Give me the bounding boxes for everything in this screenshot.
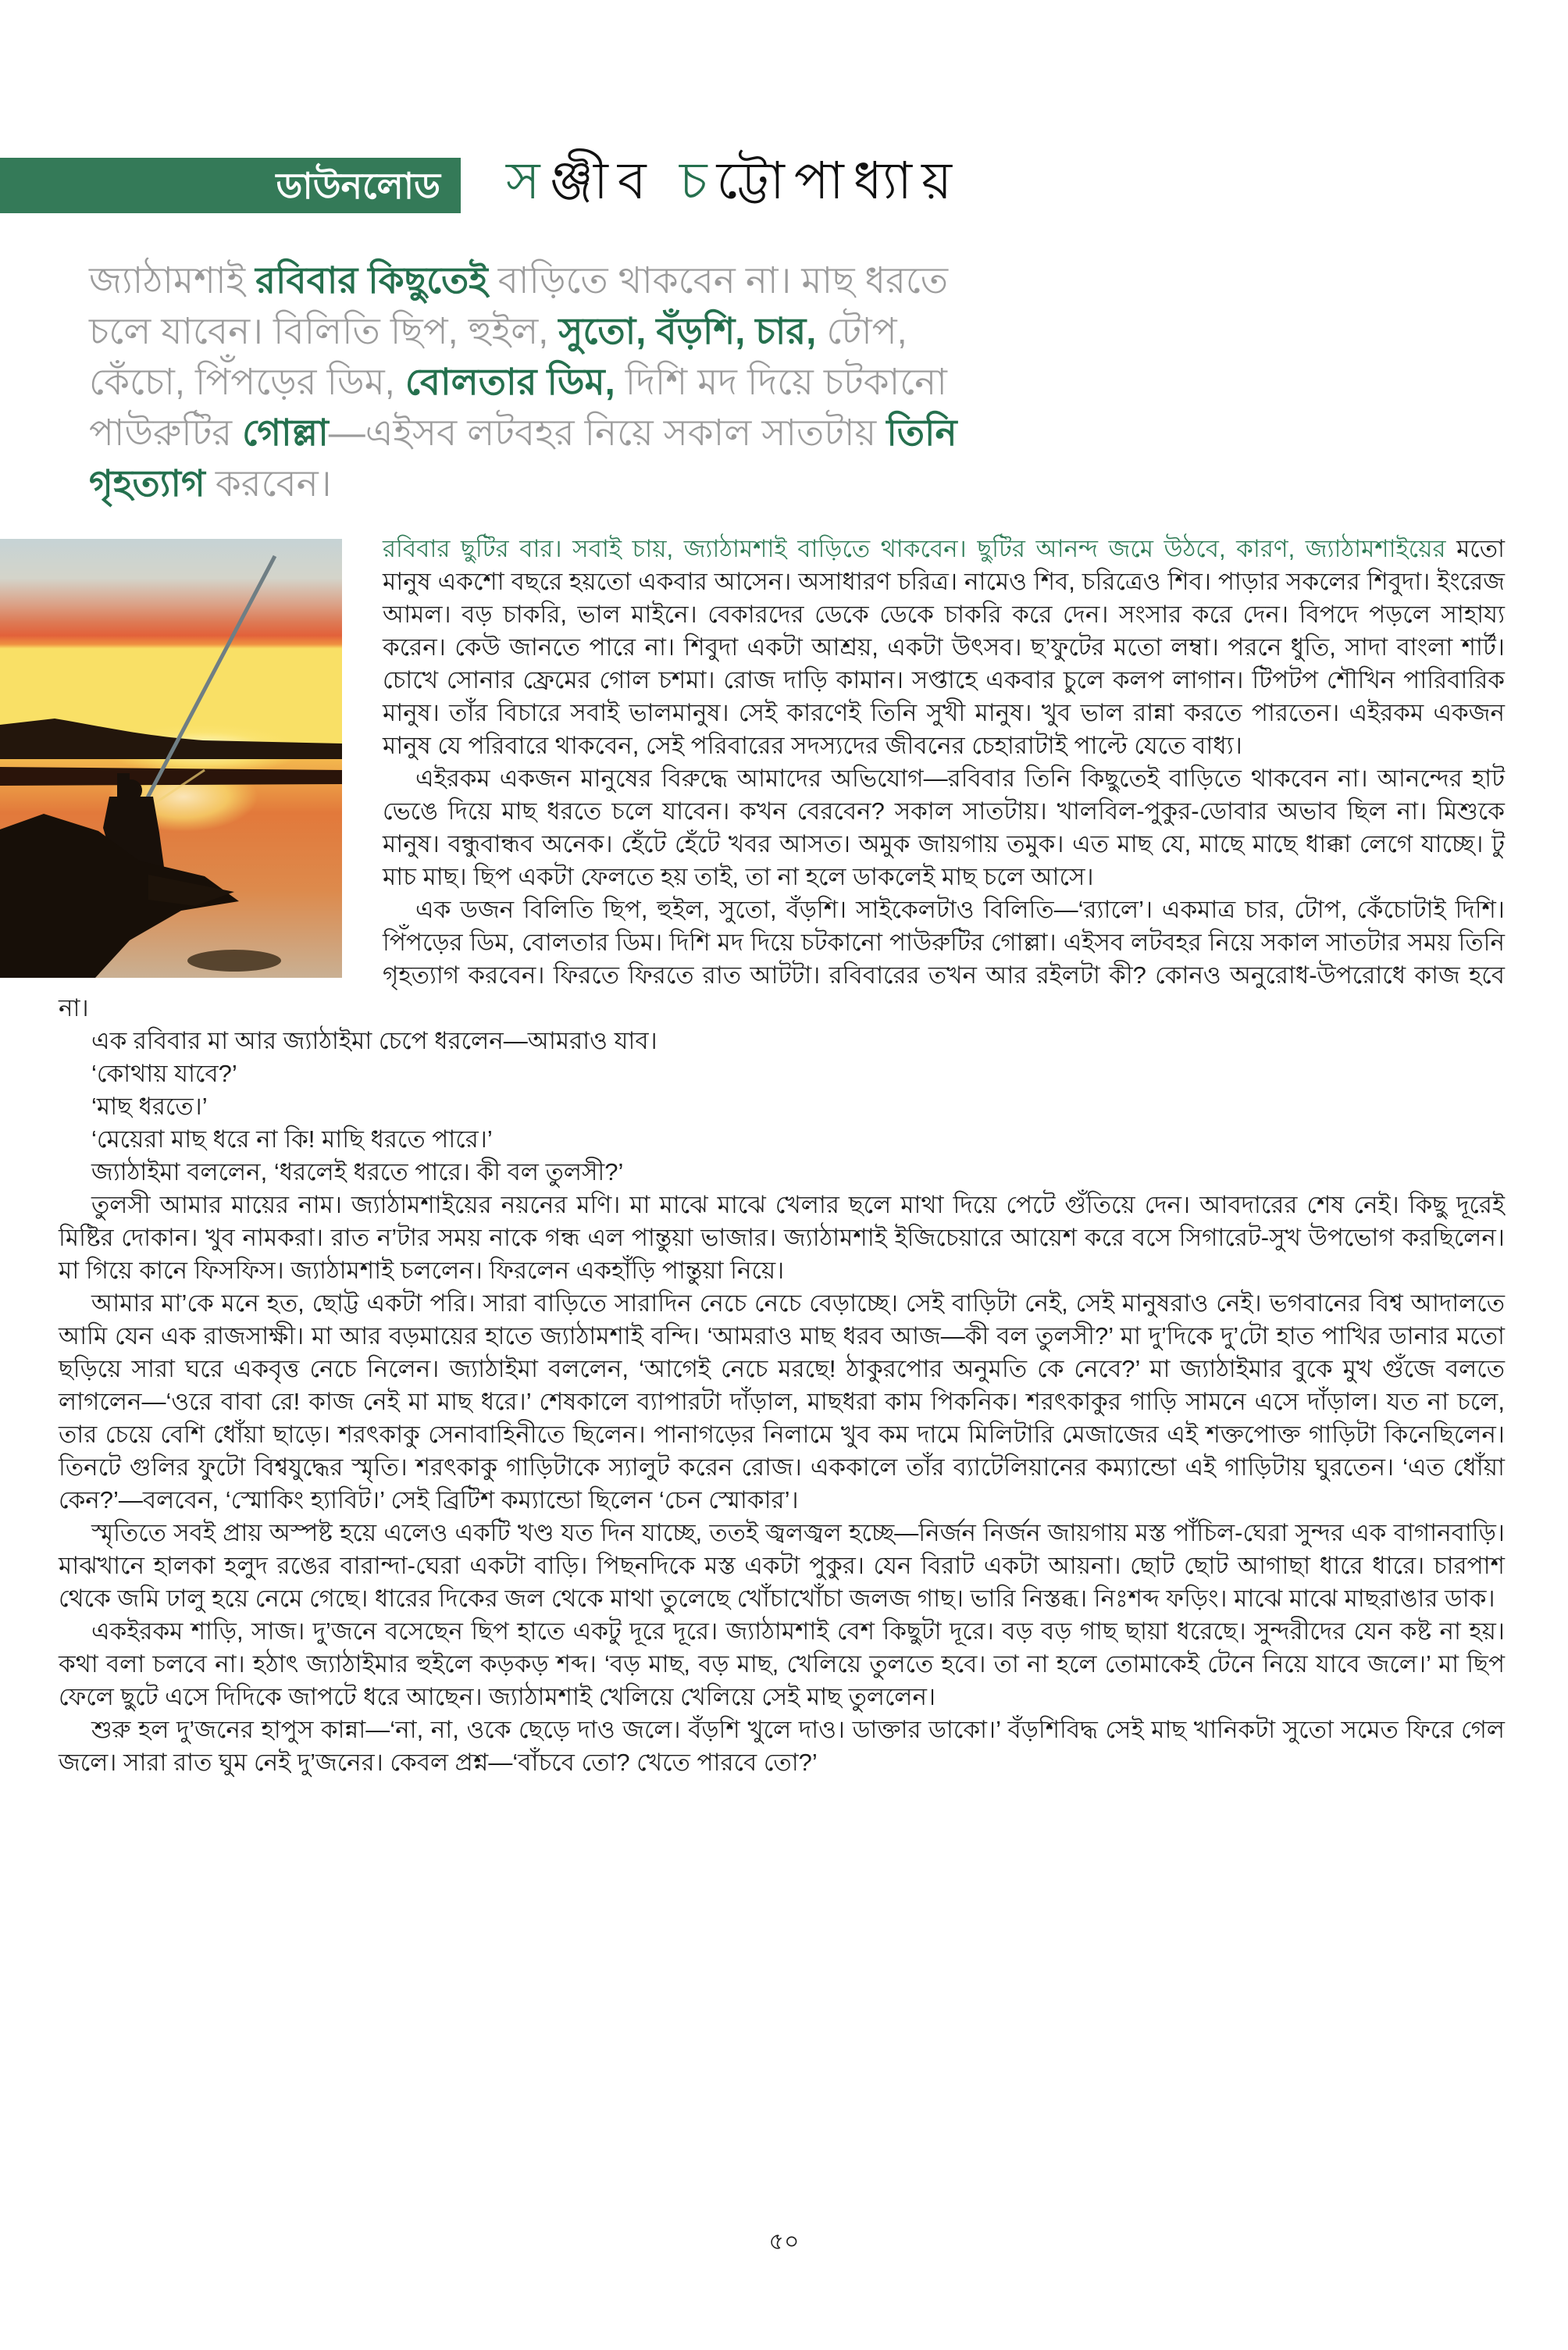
photo-jetty-beam: [0, 767, 342, 786]
article-paragraph: রবিবার ছুটির বার। সবাই চায়, জ্যাঠামশাই বাড়িতে থাকবেন। ছুটির আনন্দ জমে উঠবে, কারণ, জ্যাঠামশাইয়ের মতো মানুষ একশো বছরে হয়তো একবার আসেন। অসাধারণ চরিত্র। নামেও শিব, চরিত্রেও শিব। পাড়ার সকলের শিবুদা। ইংরেজ আমল। বড় চাকরি, ভাল মাইনে। বেকারদের ডেকে ডেকে চাকরি করে দেন। সংসার করে দেন। বিপদে পড়লে সাহায্য করেন। কেউ জানতে পারে না। শিবুদা একটা আশ্রয়, একটা উৎসব। ছ’ফুটের মতো লম্বা। পরনে ধুতি, সাদা বাংলা শার্ট। চোখে সোনার ফ্রেমের গোল চশমা। রোজ দাড়ি কামান। সপ্তাহে একবার চুলে কলপ লাগান। টিপটপ শৌখিন পারিবারিক মানুষ। তাঁর বিচারে সবাই ভালমানুষ। সেই কারণেই তিনি সুখী মানুষ। খুব ভাল রান্না করতে পারতেন। এইরকম একজন মানুষ যে পরিবারে থাকবেন, সেই পরিবারের সদস্যদের জীবনের চেহারাটাই পাল্টে যেতে বাধ্য।: [383, 535, 1505, 759]
lede-highlight: রবিবার কিছুতেই: [255, 259, 498, 301]
author-name-part: ঞ্জীব: [549, 152, 679, 209]
author-name: [506, 148, 961, 213]
lede-highlight: গোল্লা: [242, 412, 329, 453]
lede-text: করবেন।: [215, 462, 332, 504]
lede-highlight: সুতো, বঁড়শি, চার,: [558, 310, 827, 351]
jetty-post: [117, 773, 130, 828]
author-name-part: চ: [679, 152, 717, 209]
lede-text: বাড়িতে থাকবেন না। মাছ ধরতে চলে যাবেন। বিলিতি ছিপ, হুইল,: [89, 259, 948, 351]
author-name-part: স: [506, 152, 550, 209]
article-paragraph: ‘মেয়েরা মাছ ধরে না কি! মাছি ধরতে পারে।’: [91, 1125, 493, 1153]
article-paragraph: শুরু হল দু’জনের হাপুস কান্না—‘না, না, ওকে ছেড়ে দাও জলে। বঁড়শি খুলে দাও। ডাক্তার ডাকো।’ বঁড়শিবিদ্ধ সেই মাছ খানিকটা সুতো সমেত ফিরে গেল জলে। সারা রাত ঘুম নেই দু’জনের। কেবল প্রশ্ন—‘বাঁচবে তো? খেতে পারবে তো?’: [59, 1716, 1505, 1776]
sunset-fishing-photo: [0, 539, 342, 978]
download-label: ডাউনলোড: [276, 165, 440, 206]
download-banner[interactable]: [0, 158, 461, 213]
article-paragraph: আমার মা’কে মনে হত, ছোট্ট একটা পরি। সারা বাড়িতে সারাদিন নেচে নেচে বেড়াচ্ছে। সেই বাড়িটা নেই, সেই মানুষরাও নেই। ভগবানের বিশ্ব আদালতে আমি যেন এক রাজসাক্ষী। মা আর বড়মায়ের হাতে জ্যাঠামশাই বন্দি। ‘আমরাও মাছ ধরব আজ—কী বল তুলসী?’ মা দু’দিকে দু’টো হাত পাখির ডানার মতো ছড়িয়ে সারা ঘরে একবৃত্ত নেচে নিলেন। জ্যাঠাইমা বললেন, ‘আগেই নেচে মরছে! ঠাকুরপোর অনুমতি কে নেবে?’ মা জ্যাঠাইমার বুকে মুখ গুঁজে বলতে লাগলেন—‘ওরে বাবা রে! কাজ নেই মা মাছ ধরে।’ শেষকালে ব্যাপারটা দাঁড়াল, মাছধরা কাম পিকনিক। শরৎকাকুর গাড়ি সামনে এসে দাঁড়াল। যত না চলে, তার চেয়ে বেশি ধোঁয়া ছাড়ে। শরৎকাকু সেনাবাহিনীতে ছিলেন। পানাগড়ের নিলামে খুব কম দামে মিলিটারি মেজাজের এই শক্তপোক্ত গাড়িটা কিনেছিলেন। তিনটে গুলির ফুটো বিশ্বযুদ্ধের স্মৃতি। শরৎকাকু গাড়িটাকে স্যালুট করেন রোজ। এককালে তাঁর ব্যাটেলিয়ানের কম্যান্ডো এই গাড়িটায় ঘুরতেন। ‘এত ধোঁয়া কেন?’—বলবেন, ‘স্মোকিং হ্যাবিট।’ সেই ব্রিটিশ কম্যান্ডো ছিলেন ‘চেন স্মোকার’।: [59, 1289, 1505, 1514]
lede-highlight: তিনি গৃহত্যাগ: [89, 412, 957, 504]
lede-text: দিশি মদ দিয়ে চটকানো পাউরুটির: [89, 361, 947, 453]
article-paragraph: ‘মাছ ধরতে।’: [91, 1093, 208, 1120]
lede-text: —এইসব লটবহর নিয়ে সকাল সাতটায়: [328, 412, 887, 453]
article-paragraph: স্মৃতিতে সবই প্রায় অস্পষ্ট হয়ে এলেও একটি খণ্ড যত দিন যাচ্ছে, ততই জ্বলজ্বল হচ্ছে—নির্জন নির্জন জায়গায় মস্ত পাঁচিল-ঘেরা সুন্দর এক বাগানবাড়ি। মাঝখানে হালকা হলুদ রঙের বারান্দা-ঘেরা একটা বাড়ি। পিছনদিকে মস্ত একটা পুকুর। যেন বিরাট একটা আয়না। ছোট ছোট আগাছা ধারে ধারে। চারপাশ থেকে জমি ঢালু হয়ে নেমে গেছে। ধারের দিকের জল থেকে মাথা তুলেছে খোঁচাখোঁচা জলজ গাছ। ভারি নিস্তব্ধ। নিঃশব্দ ফড়িং। মাঝে মাঝে মাছরাঙার ডাক।: [59, 1519, 1505, 1612]
article-paragraph: এইরকম একজন মানুষের বিরুদ্ধে আমাদের অভিযোগ—রবিবার তিনি কিছুতেই বাড়িতে থাকবেন না। আনন্দের হাট ভেঙে দিয়ে মাছ ধরতে চলে যাবেন। কখন বেরবেন? সকাল সাতটায়। খালবিল-পুকুর-ডোবার অভাব ছিল না। মিশুকে মানুষ। বন্ধুবান্ধব অনেক। হেঁটে হেঁটে খবর আসত। অমুক জায়গায় তমুক। এত মাছ যে, মাছে মাছে ধাক্কা লেগে যাচ্ছে। টু মাচ মাছ। ছিপ একটা ফেলতে হয় তাই, তা না হলে ডাকলেই মাছ চলে আসে।: [383, 765, 1505, 890]
author-name-part: ট্টোপাধ্যায়: [716, 152, 961, 209]
lede-text: জ্যাঠামশাই: [89, 259, 256, 301]
article-paragraph: ‘কোথায় যাবে?’: [91, 1060, 237, 1087]
article-paragraph: এক ডজন বিলিতি ছিপ, হুইল, সুতো, বঁড়শি। সাইকেলটাও বিলিতি—‘র‍্যালে’। একমাত্র চার, টোপ, কেঁচোটাই দিশি। পিঁপড়ের ডিম, বোলতার ডিম। দিশি মদ দিয়ে চটকানো পাউরুটির গোল্লা। এইসব লটবহর নিয়ে সকাল সাতটার সময় তিনি গৃহত্যাগ করবেন। ফিরতে ফিরতে রাত আটটা। রবিবারের তখন আর রইলটা কী? কোনও অনুরোধ-উপরোধে কাজ হবে না।: [59, 896, 1505, 1022]
article-body: [59, 533, 1505, 1779]
article-paragraph: একইরকম শাড়ি, সাজ। দু’জনে বসেছেন ছিপ হাতে একটু দূরে দূরে। জ্যাঠামশাই বেশ কিছুটা দূরে। বড় বড় গাছ ছায়া ধরেছে। সুন্দরীদের যেন কষ্ট না হয়। কথা বলা চলবে না। হঠাৎ জ্যাঠাইমার হুইলে কড়কড় শব্দ। ‘বড় মাছ, বড় মাছ, খেলিয়ে তুলতে হবে। তা না হলে তোমাকেই টেনে নিয়ে যাবে জলে।’ মা ছিপ ফেলে ছুটে এসে দিদিকে জাপটে ধরে আছেন। জ্যাঠামশাই খেলিয়ে খেলিয়ে সেই মাছ তুললেন।: [59, 1617, 1505, 1710]
lede-paragraph: [89, 255, 987, 508]
lede-highlight: বোলতার ডিম,: [404, 361, 625, 402]
article-paragraph: এক রবিবার মা আর জ্যাঠাইমা চেপে ধরলেন—আমরাও যাব।: [91, 1027, 657, 1054]
lede-text: টোপ, কেঁচো, পিঁপড়ের ডিম,: [89, 310, 907, 402]
article-paragraph: তুলসী আমার মায়ের নাম। জ্যাঠামশাইয়ের নয়নের মণি। মা মাঝে মাঝে খেলার ছলে মাথা দিয়ে পেটে গুঁতিয়ে দেন। আবদারের শেষ নেই। কিছু দূরেই মিষ্টির দোকান। খুব নামকরা। রাত ন’টার সময় নাকে গন্ধ এল পান্তুয়া ভাজার। জ্যাঠামশাই ইজিচেয়ারে আয়েশ করে বসে সিগারেট-সুখ উপভোগ করছিলেন। মা গিয়ে কানে ফিসফিস। জ্যাঠামশাই চললেন। ফিরলেন একহাঁড়ি পান্তুয়া নিয়ে।: [59, 1191, 1505, 1284]
page-number: ৫০: [768, 2229, 800, 2255]
sunset-photo-graphic: [0, 539, 342, 978]
paragraph-green-lead: রবিবার ছুটির বার। সবাই চায়, জ্যাঠামশাই বাড়িতে থাকবেন। ছুটির আনন্দ জমে উঠবে, কারণ, জ্যাঠামশাইয়ের: [383, 535, 1457, 562]
photo-water-shadow: [187, 950, 281, 972]
article-paragraph: জ্যাঠাইমা বললেন, ‘ধরলেই ধরতে পারে। কী বল তুলসী?’: [91, 1158, 624, 1186]
